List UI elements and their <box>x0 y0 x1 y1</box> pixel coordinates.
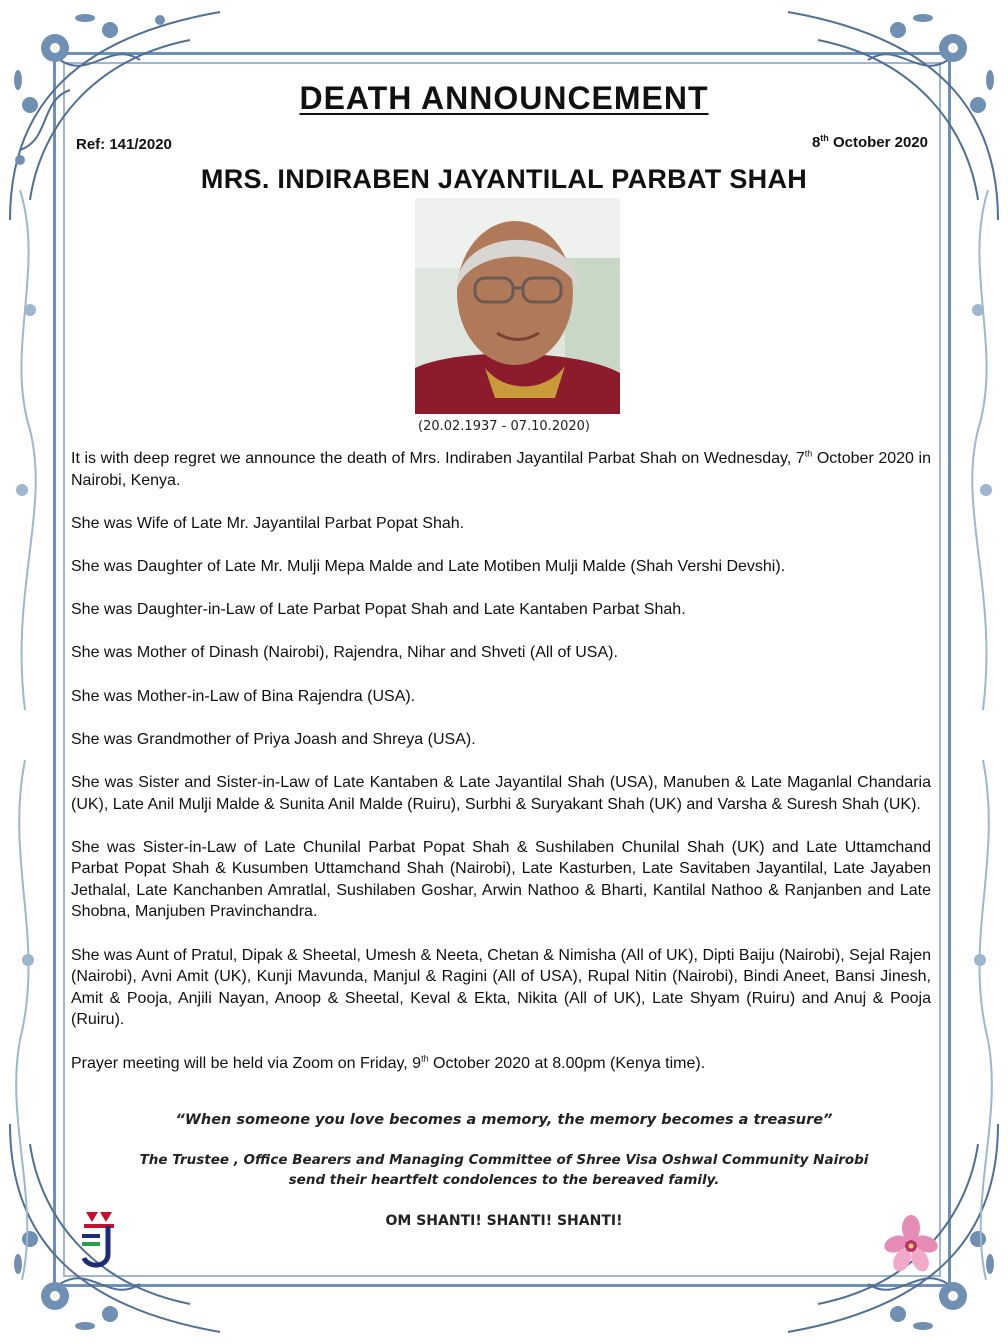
paragraph-mother-in-law: She was Mother-in-Law of Bina Rajendra (USA). <box>71 687 416 705</box>
deceased-name: MRS. INDIRABEN JAYANTILAL PARBAT SHAH <box>200 164 808 194</box>
condolence-message <box>0 1150 1008 1190</box>
floral-vine-left-upper <box>0 190 60 710</box>
page-title: DEATH ANNOUNCEMENT <box>299 80 709 116</box>
paragraph-announcement: It is with deep regret we announce the death of Mrs. Indiraben Jayantilal Parbat Shah on Wednesday, 7th October 2020 in Nairobi, Kenya. <box>71 448 931 489</box>
reference-number: Ref: 141/2020 <box>76 136 172 153</box>
floral-vine-right-lower <box>948 760 1008 1280</box>
paragraph-daughter: She was Daughter of Late Mr. Mulji Mepa Malde and Late Motiben Mulji Malde (Shah Vershi Devshi). <box>71 557 786 575</box>
paragraph-sister-in-law: She was Sister-in-Law of Late Chunilal Parbat Popat Shah & Sushilaben Chunilal Shah (UK) and Late Uttamchand Parbat Popat Shah & Kusumben Uttamchand Shah (Nairobi), Late Kasturben, Late Savitaben Jayantilal, Late Jayaben Jethalal, Late Kanchanben Amratlal, Sushilaben Goshar, Arwin Nathoo & Bharti, Kantilal Nathoo & Ranjanben and Late Shobna, Manjuben Pravinchandra. <box>71 838 931 921</box>
announcement-date: 8th October 2020 <box>811 133 928 151</box>
condolence-line-1: The Trustee , Office Bearers and Managing Committee of Shree Visa Oshwal Community Nairobi <box>139 1152 869 1168</box>
closing-prayer: OM SHANTI! SHANTI! SHANTI! <box>385 1213 623 1229</box>
floral-vine-right-upper <box>948 190 1008 710</box>
condolence-line-2: send their heartfelt condolences to the bereaved family. <box>288 1172 720 1188</box>
life-dates: (20.02.1937 - 07.10.2020) <box>418 419 590 434</box>
announcement-body <box>71 448 931 1096</box>
paragraph-grandmother: She was Grandmother of Priya Joash and Shreya (USA). <box>71 730 476 748</box>
community-logo-icon <box>78 1208 120 1272</box>
paragraph-wife: She was Wife of Late Mr. Jayantilal Parbat Popat Shah. <box>71 514 465 532</box>
paragraph-aunt: She was Aunt of Pratul, Dipak & Sheetal, Umesh & Neeta, Chetan & Nimisha (All of UK), Dipti Baiju (Nairobi), Sejal Rajen (Nairobi), Avni Amit (UK), Kunji Mavunda, Manjul & Ragini (All of USA), Rupal Nitin (Nairobi), Bindi Aneet, Bansi Jinesh, Amit & Pooja, Anjili Nayan, Anoop & Sheetal, Keval & Ekta, Nikita (All of UK), Late Shyam (Ruiru) and Anuj & Pooja (Ruiru). <box>71 946 931 1029</box>
paragraph-sister: She was Sister and Sister-in-Law of Late Kantaben & Late Jayantilal Shah (USA), Manuben & Late Maganlal Chandaria (UK), Late Anil Mulji Malde & Sunita Anil Malde (Ruiru), Surbhi & Suryakant Shah (UK) and Varsha & Suresh Shah (UK). <box>71 773 931 813</box>
paragraph-mother: She was Mother of Dinash (Nairobi), Rajendra, Nihar and Shveti (All of USA). <box>71 644 618 662</box>
portrait-photo <box>415 198 620 414</box>
orchid-flower-icon <box>884 1214 938 1274</box>
floral-vine-left-lower <box>0 760 60 1280</box>
paragraph-prayer-meeting: Prayer meeting will be held via Zoom on Friday, 9th October 2020 at 8.00pm (Kenya time). <box>71 1053 706 1072</box>
memorial-quote: “When someone you love becomes a memory, the memory becomes a treasure” <box>175 1112 833 1128</box>
paragraph-daughter-in-law: She was Daughter-in-Law of Late Parbat Popat Shah and Late Kantaben Parbat Shah. <box>71 601 686 619</box>
